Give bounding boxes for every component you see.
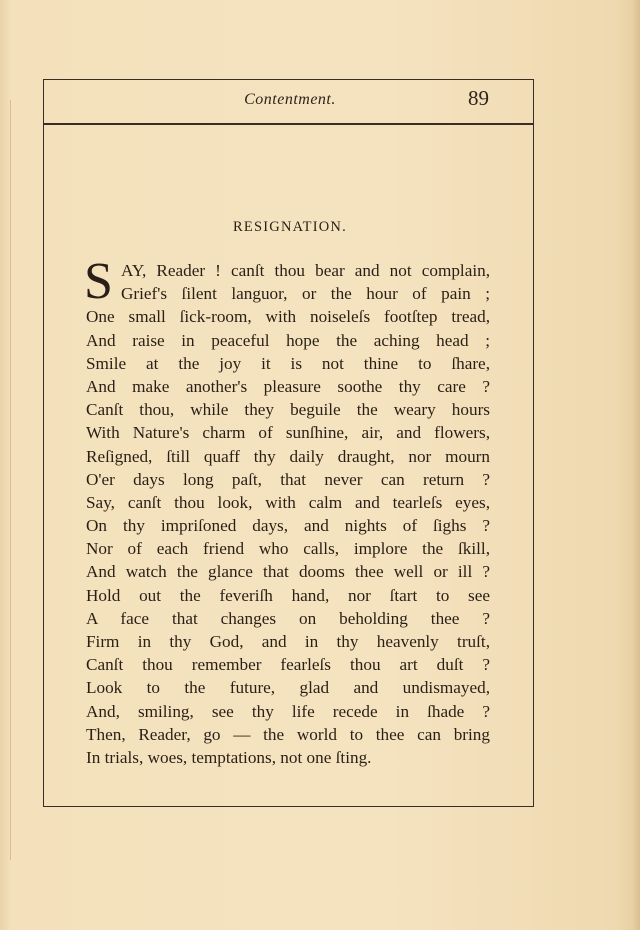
poem-line: Then, Reader, go — the world to thee can bring	[86, 724, 490, 744]
drop-cap: S	[84, 253, 113, 310]
poem-body	[86, 259, 490, 769]
poem-line: One small ſick-room, with noiseleſs footſtep tread,	[86, 307, 490, 327]
poem-line: And make another's pleasure soothe thy care ?	[86, 376, 490, 396]
poem-line: And raise in peaceful hope the aching head ;	[86, 330, 490, 350]
poem-line: In trials, woes, temptations, not one ſting.	[86, 747, 372, 767]
poem-line: Reſigned, ſtill quaff thy daily draught, nor mourn	[86, 446, 490, 466]
poem-line: O'er days long paſt, that never can return ?	[86, 469, 490, 489]
poem-line: Hold out the feveriſh hand, nor ſtart to see	[86, 585, 490, 605]
running-title: Contentment.	[244, 91, 336, 108]
poem-line: And, smiling, see thy life recede in ſhade ?	[86, 701, 490, 721]
poem-title: RESIGNATION.	[233, 219, 347, 235]
poem-line: Grief's ſilent languor, or the hour of pain ;	[121, 284, 490, 304]
poem-line: Canſt thou, while they beguile the weary hours	[86, 400, 490, 420]
poem-line: Say, canſt thou look, with calm and tearleſs eyes,	[86, 492, 490, 512]
poem-line: And watch the glance that dooms thee well or ill ?	[86, 562, 490, 582]
poem-line: A face that changes on beholding thee ?	[86, 608, 490, 628]
poem-line: Look to the future, glad and undismayed,	[86, 678, 490, 698]
header-rule	[43, 123, 534, 125]
poem-line: Nor of each friend who calls, implore the ſkill,	[86, 539, 490, 559]
poem-line: With Nature's charm of sunſhine, air, and flowers,	[86, 423, 490, 443]
gutter-shadow	[10, 100, 11, 860]
page-edge	[632, 0, 640, 930]
page-number: 89	[468, 86, 489, 110]
poem-line: On thy impriſoned days, and nights of ſighs ?	[86, 516, 490, 536]
poem-line: Smile at the joy it is not thine to ſhare,	[86, 353, 490, 373]
poem-line: Firm in thy God, and in thy heavenly truſt,	[86, 632, 490, 651]
poem-line: Canſt thou remember fearleſs thou art duſt ?	[86, 655, 490, 675]
poem-line: AY, Reader ! canſt thou bear and not complain,	[121, 261, 490, 280]
